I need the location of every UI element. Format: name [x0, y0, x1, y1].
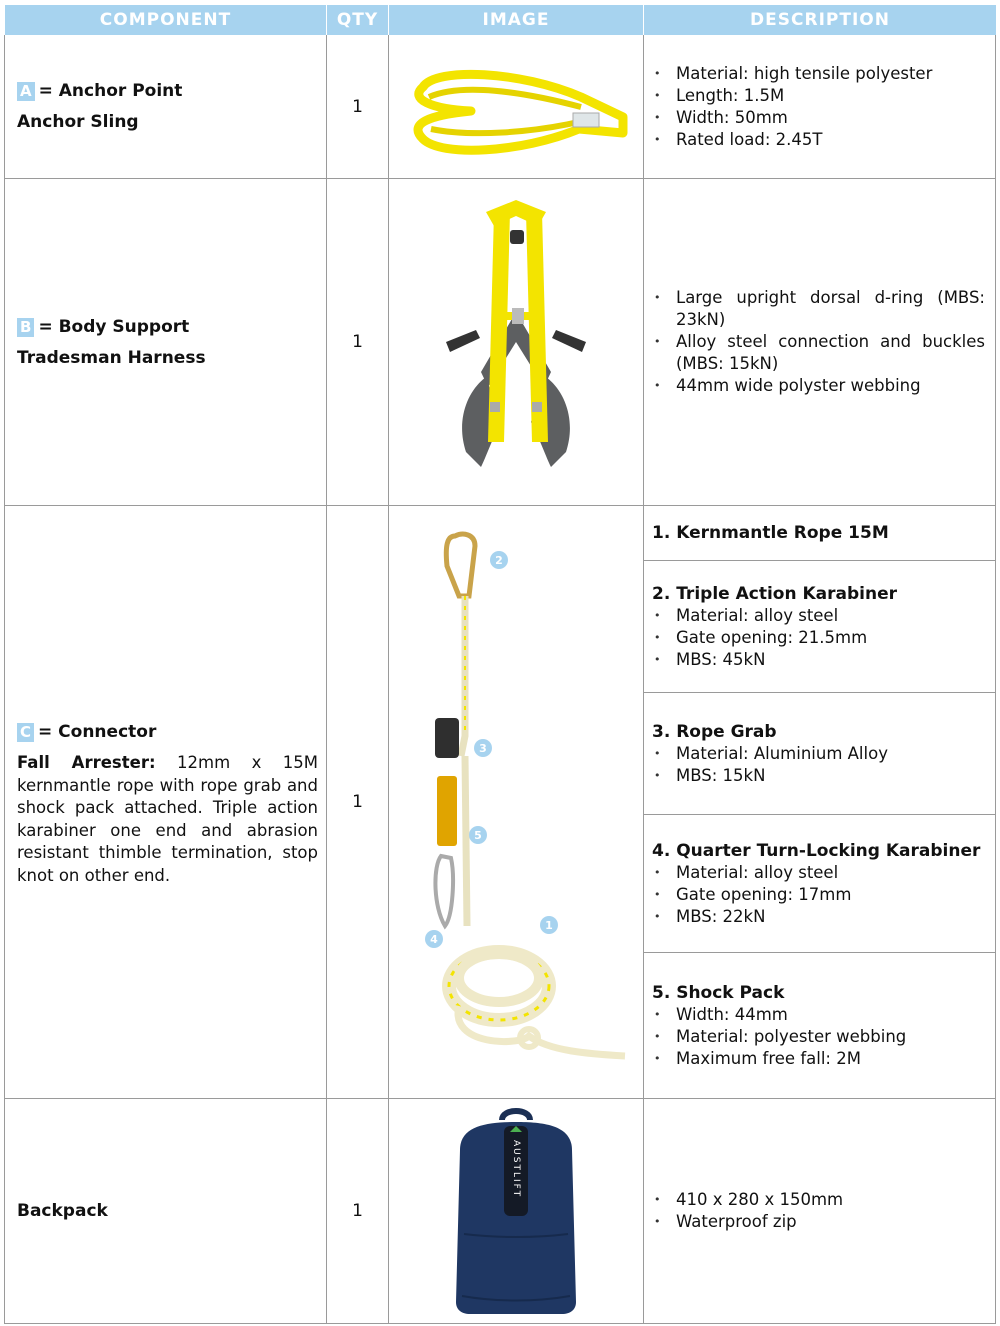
badge-a: A	[17, 82, 35, 101]
subsection-bullet: • MBS: 45kN	[652, 649, 985, 671]
row-a-component	[5, 35, 327, 179]
row-a-name: Anchor Sling	[17, 112, 139, 132]
row-a-category-line	[17, 76, 318, 107]
subsection-quarter-turn-karabiner	[644, 815, 995, 953]
row-b-qty: 1	[327, 179, 389, 506]
subsection-rope-grab	[644, 693, 995, 815]
subsection-shock-pack	[644, 953, 995, 1098]
row-a-bullet: • Rated load: 2.45T	[652, 129, 985, 151]
row-c-component	[5, 506, 327, 1099]
row-a-qty: 1	[327, 35, 389, 179]
header-qty: QTY	[327, 5, 389, 35]
subsection-bullet: • Material: alloy steel	[652, 862, 985, 884]
subsection-title: 2. Triple Action Karabiner	[652, 583, 897, 604]
row-b-component	[5, 179, 327, 506]
subsection-title: 5. Shock Pack	[652, 982, 785, 1003]
row-c-name-text: 12mm x 15M kernmantle rope with rope grab and shock pack attached. Triple action karabiner one end and abrasion resistant thimble termination, stop knot on other end.	[17, 753, 318, 885]
row-d-bullet: • 410 x 280 x 150mm	[652, 1189, 985, 1211]
subsection-triple-karabiner	[644, 561, 995, 693]
row-c-description	[644, 506, 996, 1099]
row-d-image	[389, 1099, 644, 1324]
subsection-bullet: • Material: alloy steel	[652, 605, 985, 627]
subsection-title: 4. Quarter Turn-Locking Karabiner	[652, 840, 981, 861]
row-d-name: Backpack	[17, 1200, 108, 1221]
row-b-category-line	[17, 312, 318, 343]
fall-arrester-image	[389, 506, 643, 1098]
subsection-title: 1. Kernmantle Rope 15M	[652, 523, 889, 543]
header-image: IMAGE	[389, 5, 644, 35]
subsection-bullet: • Material: Aluminium Alloy	[652, 743, 985, 765]
badge-c: C	[17, 723, 34, 742]
callout-2: 2	[490, 551, 508, 569]
row-d-component	[5, 1099, 327, 1324]
row-d-description	[644, 1099, 996, 1324]
row-b-bullet: • Alloy steel connection and buckles (MBS: 15kN)	[652, 331, 985, 375]
subsection-bullet: • Gate opening: 21.5mm	[652, 627, 985, 649]
subsection-bullet: • Gate opening: 17mm	[652, 884, 985, 906]
header-description: DESCRIPTION	[644, 5, 996, 35]
row-b-bullet: • Large upright dorsal d-ring (MBS: 23kN)	[652, 287, 985, 331]
header-component: COMPONENT	[5, 5, 327, 35]
anchor-sling-image	[401, 57, 631, 157]
row-c-description-para	[17, 752, 318, 887]
row-a-image	[389, 35, 644, 179]
subsection-bullet: • MBS: 15kN	[652, 765, 985, 787]
row-b-name: Tradesman Harness	[17, 347, 206, 368]
row-a-description	[644, 35, 996, 179]
row-d-qty: 1	[327, 1099, 389, 1324]
row-d-bullet: • Waterproof zip	[652, 1211, 985, 1233]
callout-3: 3	[474, 739, 492, 757]
harness-image	[426, 192, 606, 492]
row-b-category: = Body Support	[38, 316, 190, 337]
callout-1: 1	[540, 916, 558, 934]
subsection-bullet: • Maximum free fall: 2M	[652, 1048, 985, 1070]
backpack-image	[446, 1106, 586, 1316]
row-c-category-line	[17, 717, 318, 748]
row-c-name-bold: Fall Arrester:	[17, 753, 156, 772]
row-c-category: = Connector	[38, 722, 157, 742]
row-c-image	[389, 506, 644, 1099]
badge-b: B	[17, 318, 34, 337]
subsection-rope	[644, 506, 995, 561]
row-a-bullet: • Length: 1.5M	[652, 85, 985, 107]
row-b-description	[644, 179, 996, 506]
row-b-image	[389, 179, 644, 506]
subsection-bullet: • Width: 44mm	[652, 1004, 985, 1026]
row-c-qty: 1	[327, 506, 389, 1099]
row-a-bullet: • Width: 50mm	[652, 107, 985, 129]
subsection-bullet: • Material: polyester webbing	[652, 1026, 985, 1048]
subsection-bullet: • MBS: 22kN	[652, 906, 985, 928]
subsection-title: 3. Rope Grab	[652, 721, 777, 742]
callout-4: 4	[425, 930, 443, 948]
row-a-category: = Anchor Point	[38, 81, 183, 101]
callout-5: 5	[469, 826, 487, 844]
backpack-logo: AUSTLIFT	[511, 1140, 521, 1199]
row-a-bullet: • Material: high tensile polyester	[652, 63, 985, 85]
row-b-bullet: • 44mm wide polyster webbing	[652, 375, 985, 397]
